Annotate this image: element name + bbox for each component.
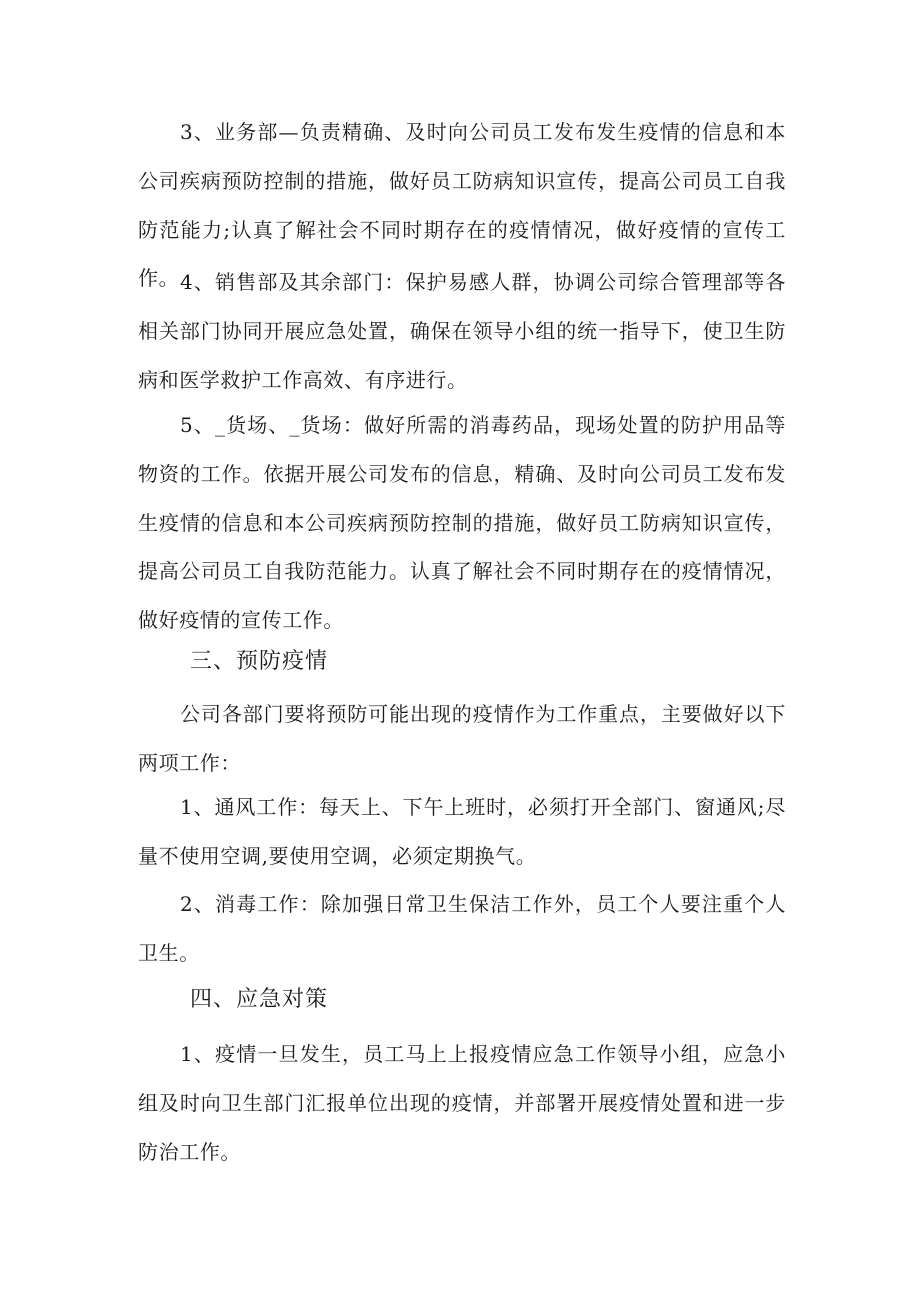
paragraph-ventilation: 1、通风工作：每天上、下午上班时，必须打开全部门、窗通风;尽量不使用空调,要使用空调，必须定期换气。 [138,795,786,868]
paragraph-sales-dept: 4、销售部及其余部门：保护易感人群，协调公司综合管理部等各相关部门协同开展应急处置，确保在领导小组的统一指导下，使卫生防病和医学救护工作高效、有序进行。 [138,270,786,392]
paragraph-business-dept: 3、业务部—负责精确、及时向公司员工发布发生疫情的信息和本公司疾病预防控制的措施，做好员工防病知识宣传，提高公司员工自我防范能力;认真了解社会不同时期存在的疫情情况，做好疫情的宣传工作。 [138,120,786,291]
section-heading-prevention: 三、预防疫情 [190,649,329,674]
paragraph-disinfection: 2、消毒工作：除加强日常卫生保洁工作外，员工个人要注重个人卫生。 [138,892,786,965]
paragraph-freight-yard: 5、_货场、_货场：做好所需的消毒药品，现场处置的防护用品等物资的工作。依据开展公司发布的信息，精确、及时向公司员工发布发生疫情的信息和本公司疾病预防控制的措施，做好员工防病知识宣传，提高公司员工自我防范能力。认真了解社会不同时期存在的疫情情况，做好疫情的宣传工作。 [138,413,786,633]
paragraph-emergency-report: 1、疫情一旦发生，员工马上上报疫情应急工作领导小组，应急小组及时向卫生部门汇报单位出现的疫情，并部署开展疫情处置和进一步防治工作。 [138,1042,786,1164]
paragraph-prevention-intro: 公司各部门要将预防可能出现的疫情作为工作重点，主要做好以下两项工作： [138,702,786,775]
section-heading-emergency: 四、应急对策 [190,987,329,1012]
